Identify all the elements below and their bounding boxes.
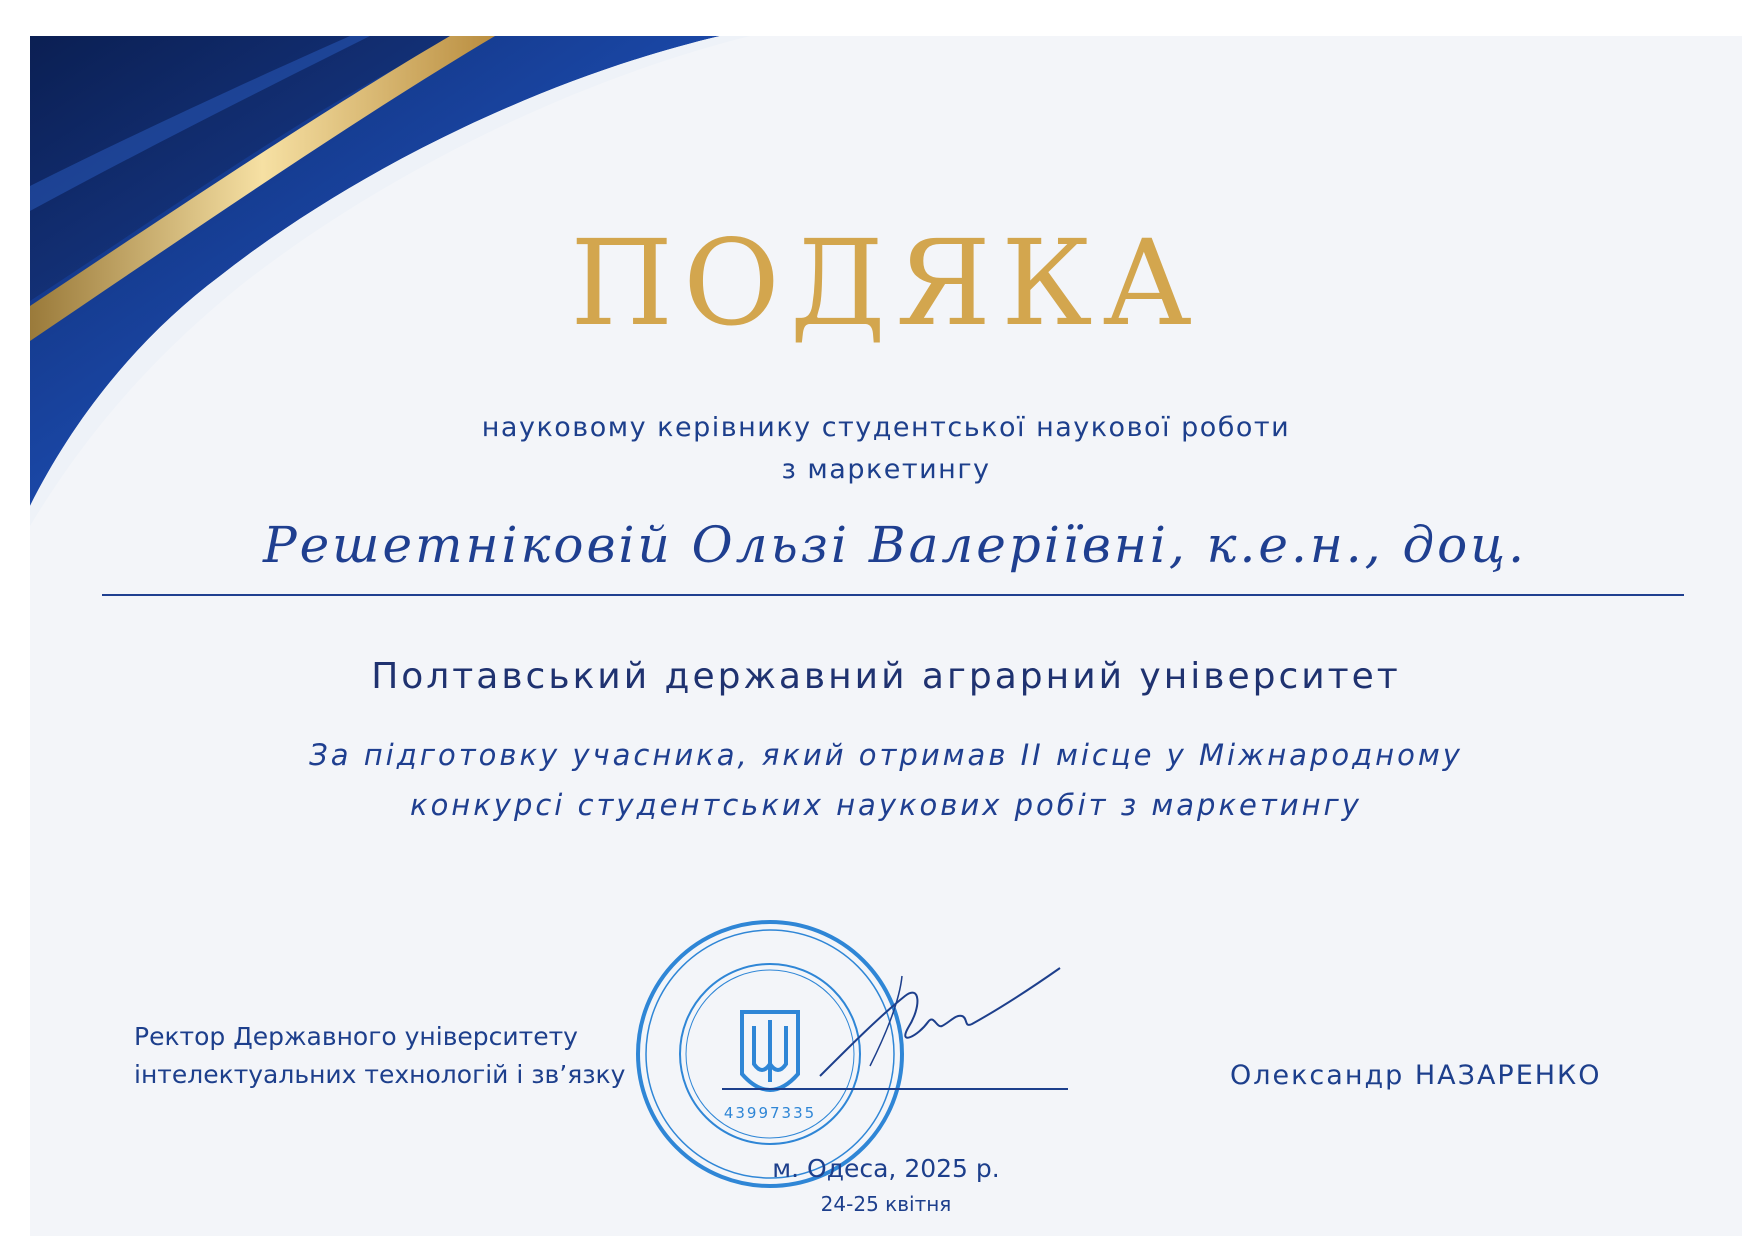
recipient-underline [102, 594, 1684, 596]
reason-line-1: За підготовку учасника, який отримав ІІ місце у Міжнародному [309, 738, 1463, 772]
rector-title-line-2: інтелектуальних технологій і зв’язку [134, 1060, 626, 1089]
place-date: м. Одеса, 2025 р. [772, 1154, 1000, 1183]
addressee-line-1: науковому керівнику студентської наукової роботи [481, 412, 1291, 443]
university-name: Полтавський державний аграрний університет [371, 656, 1401, 697]
signature-scribble [810, 956, 1070, 1096]
certificate-title: ПОДЯКА [570, 214, 1202, 352]
stamp-code: 43997335 [723, 1104, 817, 1122]
recipient-name: Решетніковій Ользі Валеріївні, к.е.н., доц. [262, 516, 1528, 574]
certificate-sheet [30, 36, 1742, 1236]
signature-line [722, 1088, 1068, 1090]
event-days: 24-25 квітня [820, 1192, 952, 1216]
trident-icon [742, 1012, 798, 1090]
signer-name: Олександр НАЗАРЕНКО [1230, 1060, 1602, 1091]
addressee-line-2: з маркетингу [781, 454, 991, 485]
reason-line-2: конкурсі студентських наукових робіт з маркетингу [410, 788, 1362, 822]
rector-title-line-1: Ректор Державного університету [134, 1022, 578, 1051]
